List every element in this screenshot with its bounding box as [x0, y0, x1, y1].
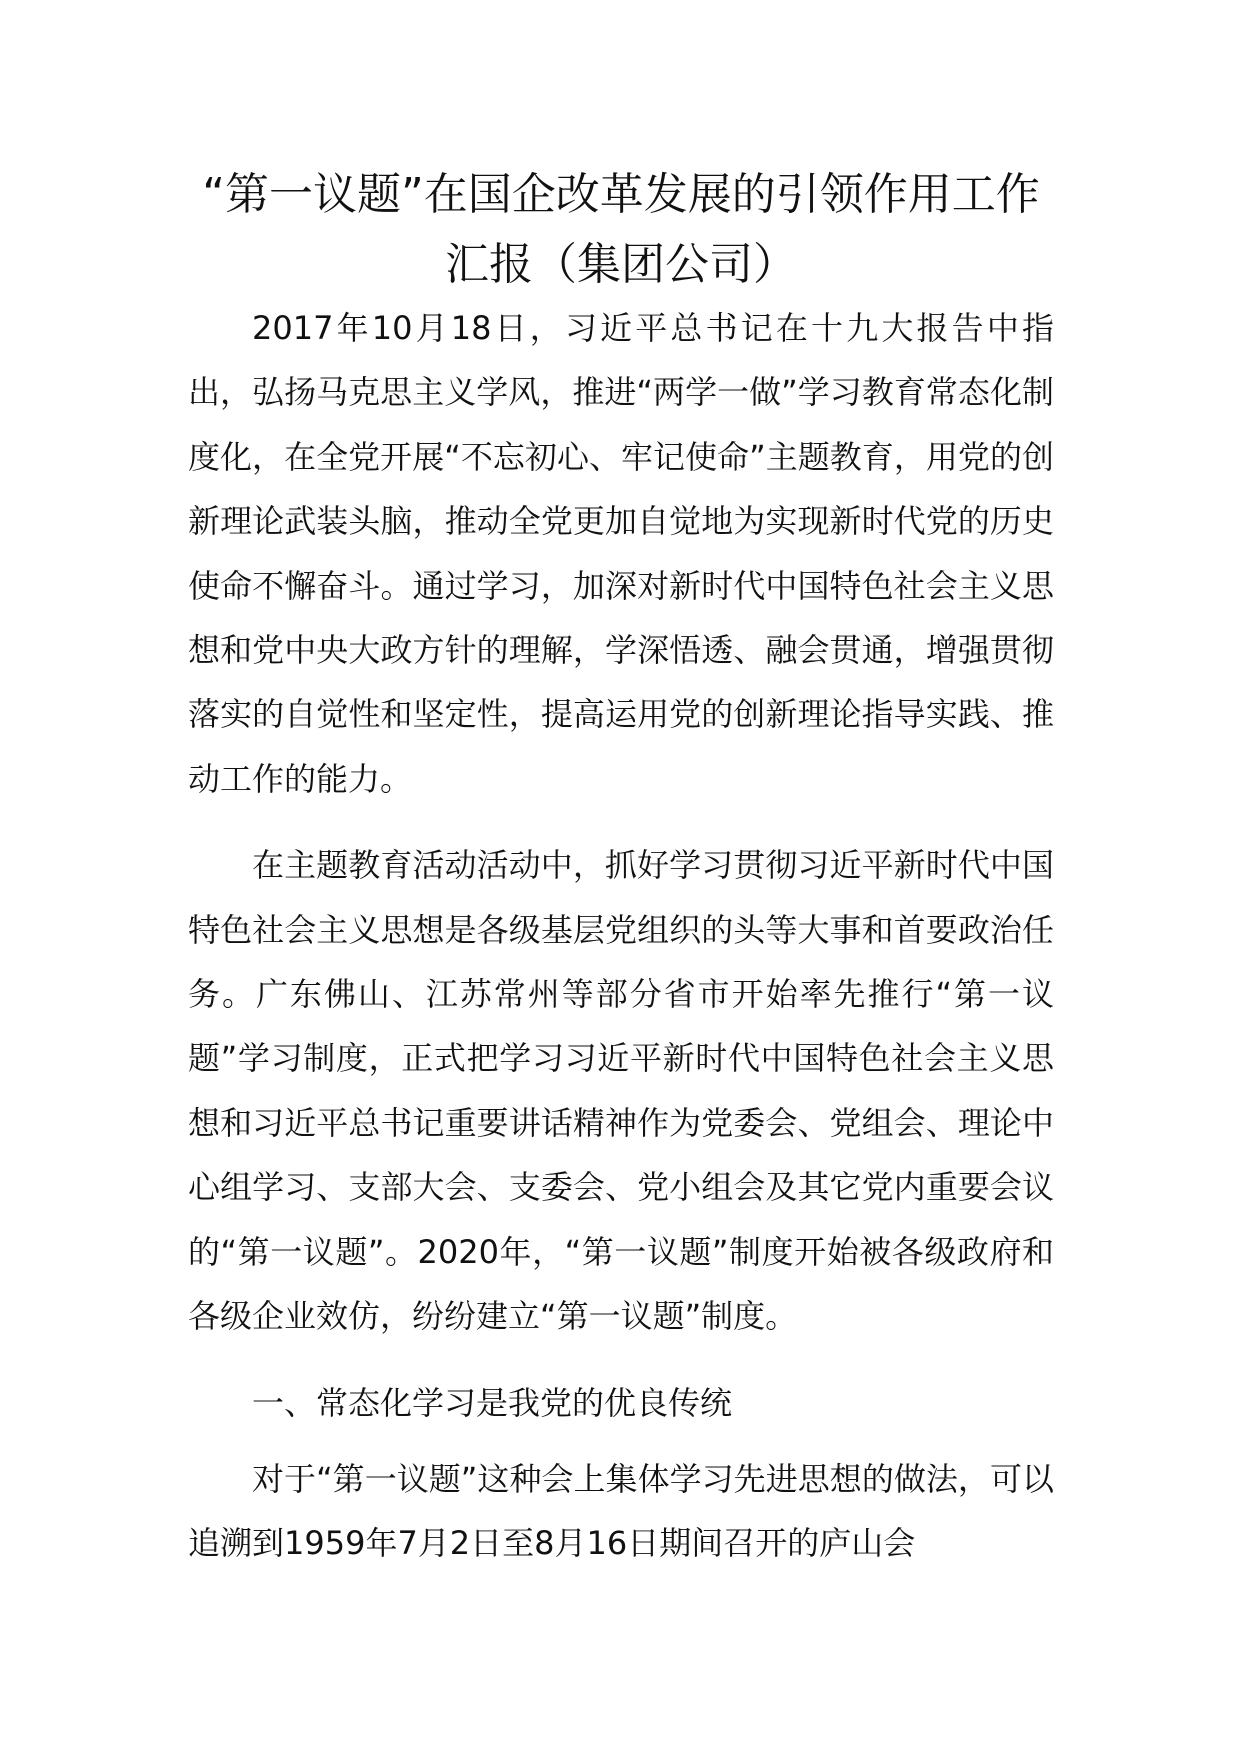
paragraph-1: 2017年10月18日，习近平总书记在十九大报告中指出，弘扬马克思主义学风，推进“两学一做”学习教育常态化制度化，在全党开展“不忘初心、牢记使命”主题教育，用党的创新理论武装头脑，推动全党更加自觉地为实现新时代党的历史使命不懈奋斗。通过学习，加深对新时代中国特色社会主义思想和党中央大政方针的理解，学深悟透、融会贯通，增强贯彻落实的自觉性和坚定性，提高运用党的创新理论指导实践、推动工作的能力。: [188, 309, 1054, 798]
section-heading-1: 一、常态化学习是我党的优良传统: [252, 1383, 733, 1422]
paragraph-2: 在主题教育活动活动中，抓好学习贯彻习近平新时代中国特色社会主义思想是各级基层党组织的头等大事和首要政治任务。广东佛山、江苏常州等部分省市开始率先推行“第一议题”学习制度，正式把学习习近平新时代中国特色社会主义思想和习近平总书记重要讲话精神作为党委会、党组会、理论中心组学习、支部大会、支委会、党小组会及其它党内重要会议的“第一议题”。2020年，“第一议题”制度开始被各级政府和各级企业效仿，纷纷建立“第一议题”制度。: [188, 846, 1054, 1336]
document-body: [188, 296, 1054, 1598]
paragraph-3: 对于“第一议题”这种会上集体学习先进思想的做法，可以追溯到1959年7月2日至8月16日期间召开的庐山会: [188, 1459, 1054, 1563]
document-title: “第一议题”在国企改革发展的引领作用工作汇报（集团公司）: [202, 169, 1040, 290]
